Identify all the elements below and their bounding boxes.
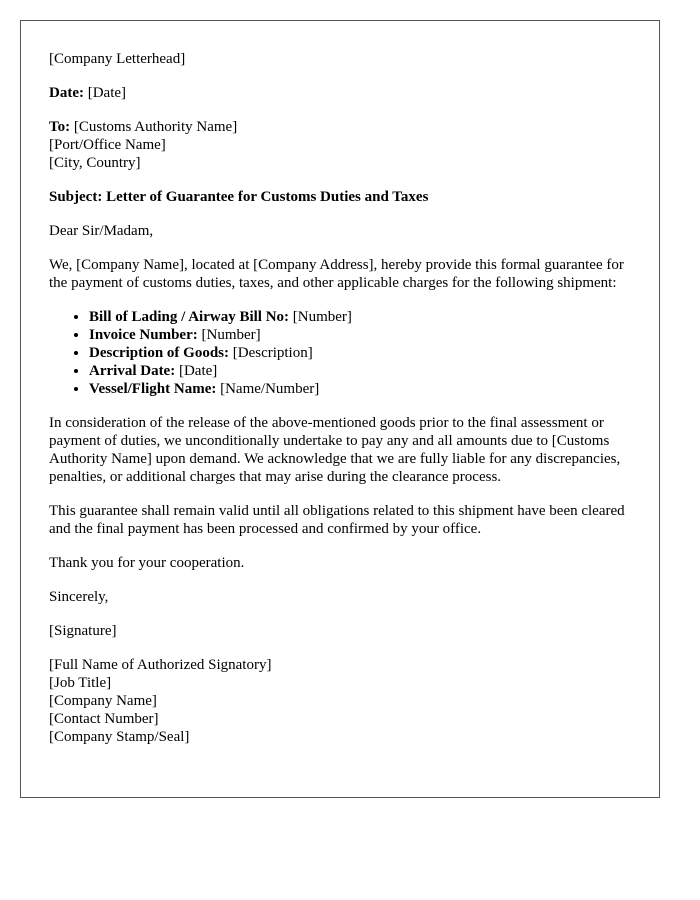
shipment-detail-value: [Description]	[232, 345, 313, 361]
shipment-detail-item	[89, 380, 631, 398]
shipment-detail-value: [Name/Number]	[220, 381, 320, 397]
shipment-detail-value: [Number]	[201, 327, 261, 343]
date-label: Date:	[49, 85, 84, 101]
shipment-detail-item	[89, 326, 631, 344]
signatory-block	[49, 656, 631, 746]
signatory-job-title: [Job Title]	[49, 675, 112, 691]
signature-placeholder: [Signature]	[49, 623, 117, 639]
closing-line: Sincerely,	[49, 589, 109, 605]
signatory-full-name: [Full Name of Authorized Signatory]	[49, 657, 272, 673]
recipient-name: [Customs Authority Name]	[73, 119, 238, 135]
subject-line: Subject: Letter of Guarantee for Customs Duties and Taxes	[49, 189, 429, 205]
recipient-label: To:	[49, 119, 71, 135]
shipment-detail-label: Arrival Date:	[89, 363, 176, 379]
thanks-line: Thank you for your cooperation.	[49, 555, 245, 571]
shipment-detail-value: [Date]	[178, 363, 218, 379]
validity-paragraph: This guarantee shall remain valid until all obligations related to this shipment have been cleared and the final payment has been processed and confirmed by your office.	[49, 503, 625, 537]
date-value: [Date]	[87, 85, 127, 101]
recipient-block	[49, 118, 631, 172]
letter-document	[20, 20, 660, 798]
shipment-detail-item	[89, 344, 631, 362]
shipment-detail-label: Vessel/Flight Name:	[89, 381, 217, 397]
shipment-details-list	[49, 308, 631, 398]
date-line	[49, 84, 631, 102]
recipient-name-line	[49, 118, 631, 136]
shipment-detail-label: Invoice Number:	[89, 327, 198, 343]
intro-paragraph: We, [Company Name], located at [Company Address], hereby provide this formal guarantee for the payment of customs duties, taxes, and other applicable charges for the following shipment:	[49, 257, 624, 291]
shipment-detail-label: Bill of Lading / Airway Bill No:	[89, 309, 290, 325]
signatory-contact: [Contact Number]	[49, 711, 159, 727]
company-letterhead: [Company Letterhead]	[49, 51, 186, 67]
shipment-detail-value: [Number]	[292, 309, 352, 325]
signatory-stamp: [Company Stamp/Seal]	[49, 729, 190, 745]
shipment-detail-item	[89, 362, 631, 380]
shipment-detail-label: Description of Goods:	[89, 345, 229, 361]
recipient-city: [City, Country]	[49, 155, 141, 171]
salutation: Dear Sir/Madam,	[49, 223, 154, 239]
recipient-office: [Port/Office Name]	[49, 137, 166, 153]
signatory-company: [Company Name]	[49, 693, 157, 709]
shipment-detail-item	[89, 308, 631, 326]
consideration-paragraph: In consideration of the release of the above-mentioned goods prior to the final assessment or payment of duties, we unconditionally undertake to pay any and all amounts due to [Customs Authority Name] upon demand. We acknowledge that we are fully liable for any discrepancies, penalties, or additional charges that may arise during the clearance process.	[49, 415, 621, 485]
